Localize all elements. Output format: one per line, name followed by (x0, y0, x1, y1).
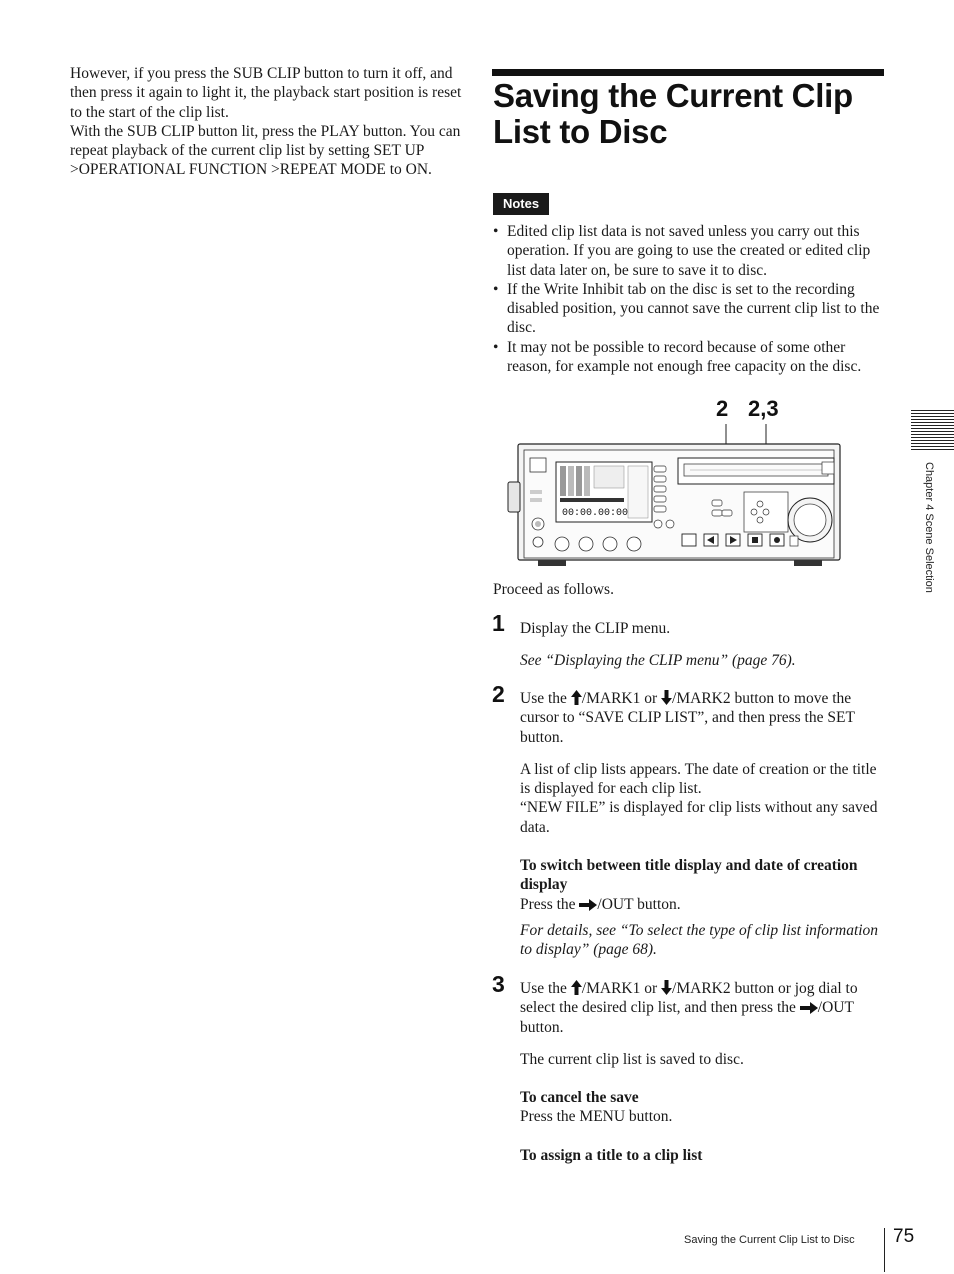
step-2-number: 2 (492, 681, 505, 707)
arrow-up-icon (571, 690, 582, 705)
note-item: • It may not be possible to record because of some other reason, for example not enough free capacity on the disc. (493, 338, 862, 376)
heading-rule (492, 69, 884, 76)
step-3-number: 3 (492, 971, 505, 997)
left-para-2: With the SUB CLIP button lit, press the PLAY button. You can repeat playback of the current clip list by setting SET UP >OPERATIONAL FUNCTION >REPEAT MODE to ON. (70, 122, 461, 179)
assign-title-heading: To assign a title to a clip list (520, 1146, 703, 1164)
chapter-tab-stripes (911, 410, 954, 452)
step-2-body (520, 689, 888, 960)
left-column (70, 64, 462, 180)
notes-list (493, 222, 888, 376)
callout-2: 2 (716, 396, 729, 421)
arrow-up-icon (571, 980, 582, 995)
note-item: • Edited clip list data is not saved unless you carry out this operation. If you are going to use the created or edited clip list data later on, be sure to save it to disc. (493, 223, 871, 279)
step-2-sub-reference: For details, see “To select the type of clip list information to display” (page 68). (520, 921, 879, 959)
step-2-sub-instruction: Press the /OUT button. (520, 895, 681, 913)
footer-section-title: Saving the Current Clip List to Disc (684, 1234, 855, 1246)
arrow-down-icon (661, 690, 672, 705)
step-2-result-2: “NEW FILE” is displayed for clip lists without any saved data. (520, 799, 878, 836)
arrow-right-icon (579, 899, 597, 911)
deck-front-panel-illustration (504, 420, 856, 570)
title-line-1: Saving the Current Clip (493, 77, 853, 114)
lcd-timecode: 00:00.00:00 (562, 508, 629, 519)
left-para-1: However, if you press the SUB CLIP button to turn it off, and then press it again to light it, the playback start position is reset to the start of the clip list. (70, 65, 462, 121)
step-1-text: Display the CLIP menu. (520, 620, 671, 637)
notes-badge: Notes (493, 193, 549, 215)
step-2-result-1: A list of clip lists appears. The date of creation or the title is displayed for each clip list. (520, 760, 877, 798)
step-3-instruction: Use the /MARK1 or /MARK2 button or jog dial to select the desired clip list, and then press the /OUT button. (520, 980, 858, 1036)
callout-2-3: 2,3 (748, 396, 779, 421)
note-item: • If the Write Inhibit tab on the disc is set to the recording disabled position, you cannot save the current clip list to the disc. (493, 280, 880, 337)
cancel-text: Press the MENU button. (520, 1108, 673, 1126)
footer-divider (884, 1228, 885, 1272)
arrow-right-icon (800, 1002, 818, 1014)
step-3-body (520, 979, 888, 1165)
page-title (493, 78, 893, 150)
step-3-result: The current clip list is saved to disc. (520, 1050, 744, 1068)
step-1-reference: See “Displaying the CLIP menu” (page 76). (520, 652, 796, 670)
cancel-heading: To cancel the save (520, 1089, 639, 1107)
chapter-tab-label: Chapter 4 Scene Selection (923, 462, 935, 593)
step-2-subheading: To switch between title display and date of creation display (520, 857, 858, 894)
step-1-body (520, 619, 888, 671)
step-1-number: 1 (492, 610, 505, 636)
arrow-down-icon (661, 980, 672, 995)
intro-text: Proceed as follows. (493, 581, 614, 598)
step-2-instruction: Use the /MARK1 or /MARK2 button to move the cursor to “SAVE CLIP LIST”, and then press the SET button. (520, 690, 855, 746)
title-line-2: List to Disc (493, 113, 668, 150)
page-number: 75 (893, 1226, 915, 1247)
